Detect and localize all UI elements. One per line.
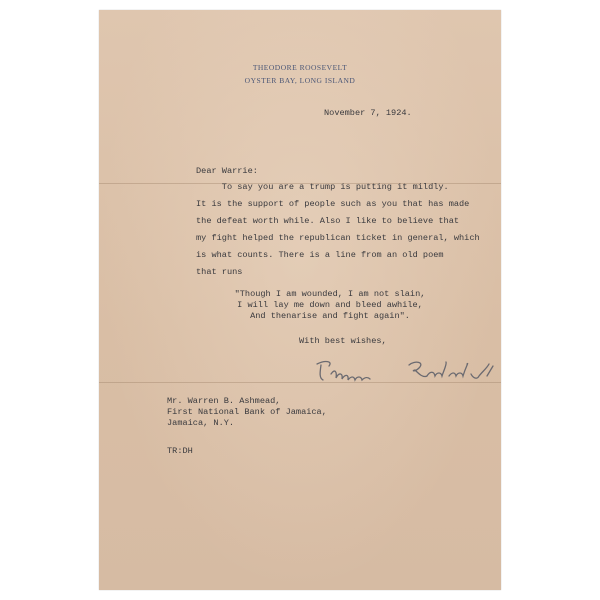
body-line: the defeat worth while. Also I like to believe that bbox=[196, 216, 460, 226]
reference-initials: TR:DH bbox=[167, 446, 193, 456]
letterhead bbox=[99, 63, 501, 85]
signature-image bbox=[311, 356, 511, 386]
closing: With best wishes, bbox=[299, 336, 387, 346]
letter-paper bbox=[99, 10, 501, 590]
recipient-line: First National Bank of Jamaica, bbox=[167, 407, 327, 417]
body-line: that runs bbox=[196, 267, 243, 277]
poem-line: I will lay me down and bleed awhile, bbox=[237, 300, 423, 310]
body-line: It is the support of people such as you that has made bbox=[196, 199, 470, 209]
recipient-line: Mr. Warren B. Ashmead, bbox=[167, 396, 281, 406]
body-line: my fight helped the republican ticket in general, which bbox=[196, 233, 480, 243]
body-line: To say you are a trump is putting it mildly. bbox=[196, 182, 449, 192]
body-line: is what counts. There is a line from an old poem bbox=[196, 250, 444, 260]
letter-date: November 7, 1924. bbox=[324, 108, 412, 118]
poem-line: "Though I am wounded, I am not slain, bbox=[234, 289, 426, 299]
poem-line: And thenarise and fight again". bbox=[250, 311, 410, 321]
letterhead-place: OYSTER BAY, LONG ISLAND bbox=[244, 76, 356, 85]
recipient-line: Jamaica, N.Y. bbox=[167, 418, 235, 428]
letterhead-name: THEODORE ROOSEVELT bbox=[252, 63, 348, 72]
salutation: Dear Warrie: bbox=[196, 166, 258, 176]
